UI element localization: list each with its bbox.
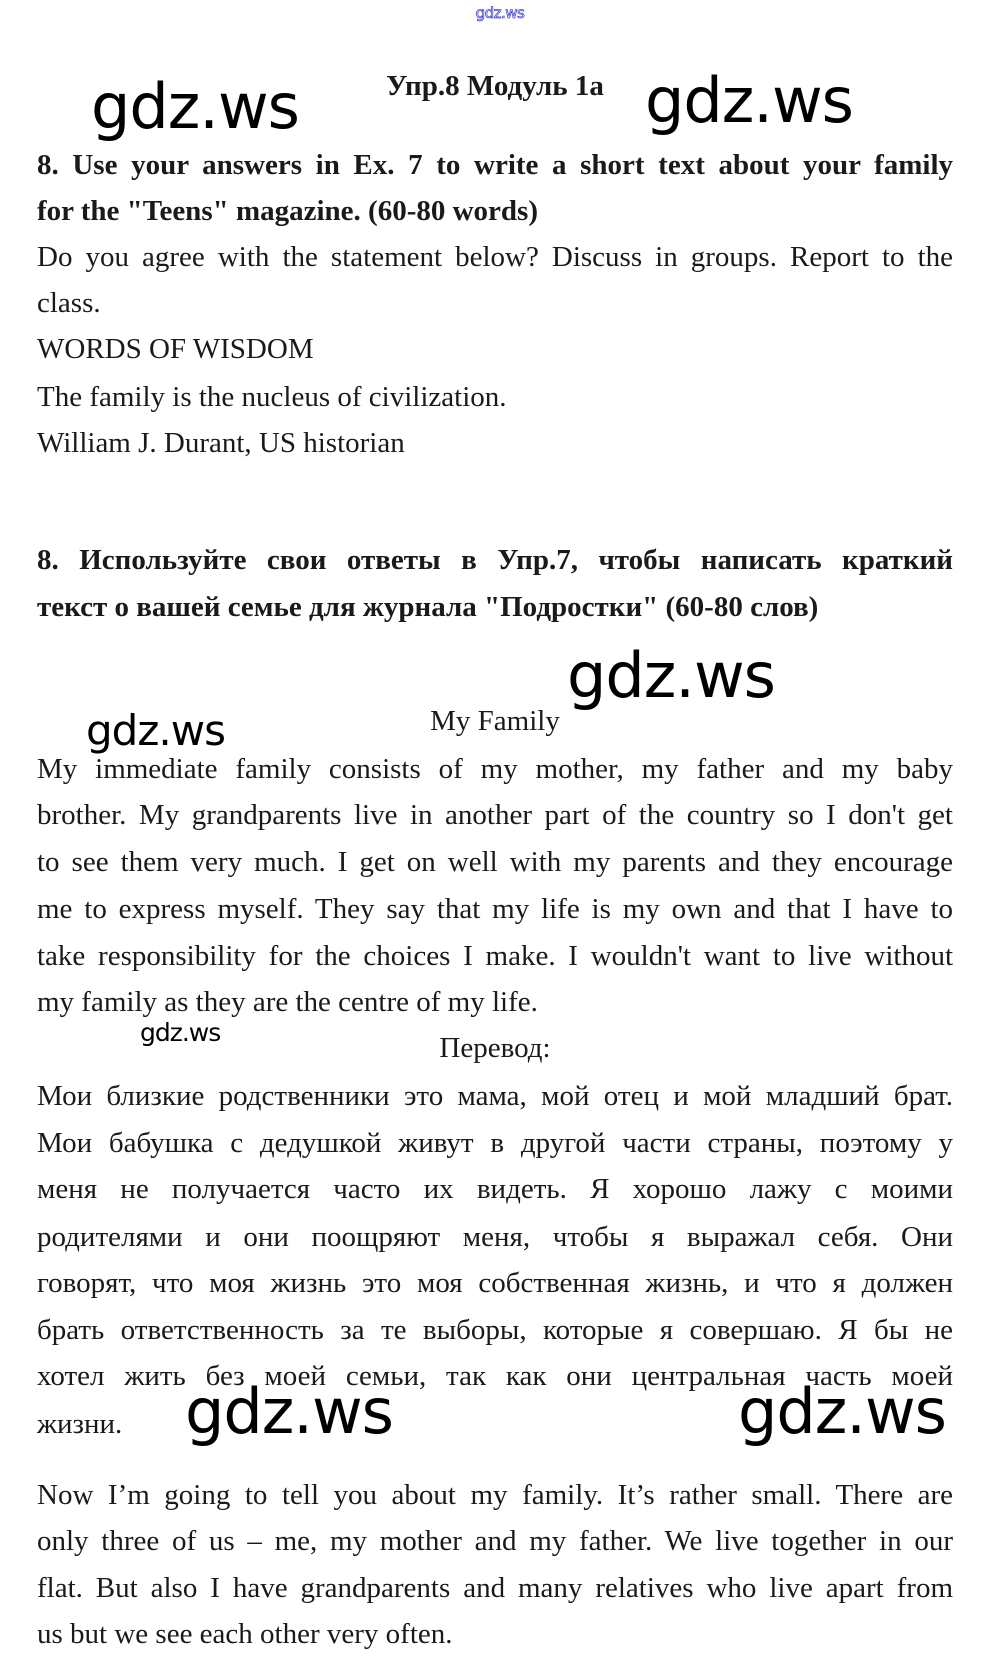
extra-line: only three of us – me, my mother and my father. We live together in our (37, 1525, 953, 1557)
translation-line: говорят, что моя жизнь это моя собственная жизнь, и что я должен (37, 1267, 953, 1299)
essay-line: to see them very much. I get on well with my parents and they encourage (37, 846, 953, 878)
instruction-line: WORDS OF WISDOM (37, 333, 314, 365)
translation-line: брать ответственность за те выборы, которые я совершаю. Я бы не (37, 1314, 953, 1346)
watermark: gdz.ws (567, 639, 775, 712)
essay-line: My immediate family consists of my mother, my father and my baby (37, 753, 953, 785)
task-en-line: 8. Use your answers in Ex. 7 to write a short text about your family (37, 149, 953, 181)
translation-line: меня не получается часто их видеть. Я хорошо лажу с моими (37, 1173, 953, 1205)
translation-line: хотел жить без моей семьи, так как они центральная часть моей (37, 1360, 953, 1392)
extra-line: us but we see each other very often. (37, 1618, 453, 1650)
translation-line: родителями и они поощряют меня, чтобы я выражал себя. Они (37, 1221, 953, 1253)
watermark: gdz.ws (185, 1375, 393, 1448)
translation-line: Мои близкие родственники это мама, мой отец и мой младший брат. (37, 1080, 953, 1112)
essay-line: my family as they are the centre of my life. (37, 986, 538, 1018)
task-ru-line: текст о вашей семье для журнала "Подростки" (60-80 слов) (37, 591, 819, 623)
quote-author: William J. Durant, US historian (37, 427, 405, 459)
extra-line: Now I’m going to tell you about my family. It’s rather small. There are (37, 1479, 953, 1511)
extra-line: flat. But also I have grandparents and many relatives who live apart from (37, 1572, 953, 1604)
page-title: Упр.8 Модуль 1а (386, 70, 604, 102)
essay-title: My Family (430, 705, 560, 737)
essay-line: me to express myself. They say that my life is my own and that I have to (37, 893, 953, 925)
translation-title: Перевод: (439, 1032, 551, 1064)
watermark: gdz.ws (91, 70, 299, 143)
quote-text: The family is the nucleus of civilization. (37, 381, 507, 413)
instruction-line: class. (37, 287, 101, 319)
watermark-top-link[interactable]: gdz.ws (475, 4, 525, 22)
task-en-line: for the "Teens" magazine. (60-80 words) (37, 195, 538, 227)
watermark: gdz.ws (140, 1018, 221, 1047)
watermark: gdz.ws (738, 1375, 946, 1448)
watermark: gdz.ws (86, 706, 225, 755)
translation-line: жизни. (37, 1408, 123, 1440)
instruction-line: Do you agree with the statement below? Discuss in groups. Report to the (37, 241, 953, 273)
essay-line: take responsibility for the choices I make. I wouldn't want to live without (37, 940, 953, 972)
task-ru-line: 8. Используйте свои ответы в Упр.7, чтобы написать краткий (37, 544, 953, 576)
essay-line: brother. My grandparents live in another part of the country so I don't get (37, 799, 953, 831)
translation-line: Мои бабушка с дедушкой живут в другой части страны, поэтому у (37, 1127, 953, 1159)
watermark: gdz.ws (645, 64, 853, 137)
